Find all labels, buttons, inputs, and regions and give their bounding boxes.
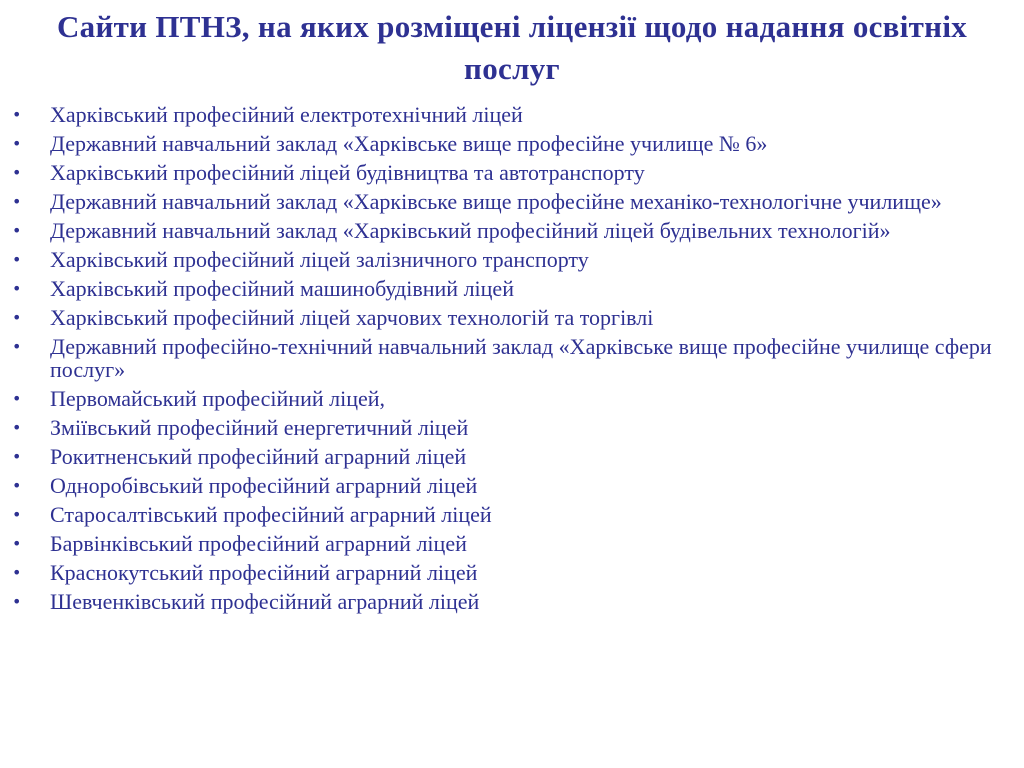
list-item-text: Рокитненський професійний аграрний ліцей	[50, 444, 467, 469]
list-item	[0, 306, 1010, 329]
list-item-text: Харківський професійний машинобудівний ліцей	[50, 276, 514, 301]
list-item-text: Харківський професійний ліцей залізничного транспорту	[50, 247, 589, 272]
list-item-text: Харківський професійний ліцей будівництва та автотранспорту	[50, 160, 645, 185]
list-item	[0, 103, 1010, 126]
list-item	[0, 474, 1010, 497]
bullet-icon: •	[12, 279, 22, 298]
list-item-text: Краснокутський професійний аграрний ліцей	[50, 560, 478, 585]
bullet-icon: •	[12, 389, 22, 408]
bullet-icon: •	[12, 250, 22, 269]
bullet-icon: •	[12, 221, 22, 240]
list-item	[0, 335, 1010, 381]
list-item	[0, 277, 1010, 300]
list-item-text: Старосалтівський професійний аграрний ліцей	[50, 502, 492, 527]
list-item	[0, 503, 1010, 526]
bullet-icon: •	[12, 418, 22, 437]
bullet-icon: •	[12, 563, 22, 582]
list-item	[0, 248, 1010, 271]
list-item-text: Державний навчальний заклад «Харківський професійний ліцей будівельних технологій»	[50, 218, 891, 243]
slide-title: Сайти ПТНЗ, на яких розміщені ліцензії щодо надання освітніх послуг	[56, 9, 968, 86]
list-item-text: Зміївський професійний енергетичний ліцей	[50, 415, 469, 440]
bullet-icon: •	[12, 105, 22, 124]
list-item-text: Одноробівський професійний аграрний ліцей	[50, 473, 478, 498]
list-item-text: Харківський професійний електротехнічний ліцей	[50, 102, 523, 127]
school-list	[0, 103, 1010, 619]
bullet-icon: •	[12, 163, 22, 182]
bullet-icon: •	[12, 476, 22, 495]
list-item	[0, 219, 1010, 242]
list-item	[0, 445, 1010, 468]
bullet-icon: •	[12, 592, 22, 611]
list-item-text: Первомайський професійний ліцей,	[50, 386, 386, 411]
list-item	[0, 561, 1010, 584]
bullet-icon: •	[12, 308, 22, 327]
list-item	[0, 132, 1010, 155]
bullet-icon: •	[12, 192, 22, 211]
list-item	[0, 416, 1010, 439]
list-item-text: Барвінківський професійний аграрний ліцей	[50, 531, 467, 556]
list-item-text: Державний професійно-технічний навчальний заклад «Харківське вище професійне училище сфери послуг»	[50, 334, 992, 382]
list-item-text: Державний навчальний заклад «Харківське вище професійне училище № 6»	[50, 131, 768, 156]
list-item-text: Державний навчальний заклад «Харківське вище професійне механіко-технологічне училище»	[50, 189, 942, 214]
bullet-icon: •	[12, 505, 22, 524]
list-item	[0, 590, 1010, 613]
bullet-icon: •	[12, 447, 22, 466]
bullet-icon: •	[12, 534, 22, 553]
list-item	[0, 190, 1010, 213]
list-item-text: Шевченківський професійний аграрний ліцей	[50, 589, 480, 614]
list-item	[0, 532, 1010, 555]
list-item-text: Харківський професійний ліцей харчових технологій та торгівлі	[50, 305, 654, 330]
list-item	[0, 387, 1010, 410]
bullet-icon: •	[12, 134, 22, 153]
list-item	[0, 161, 1010, 184]
bullet-icon: •	[12, 337, 22, 356]
